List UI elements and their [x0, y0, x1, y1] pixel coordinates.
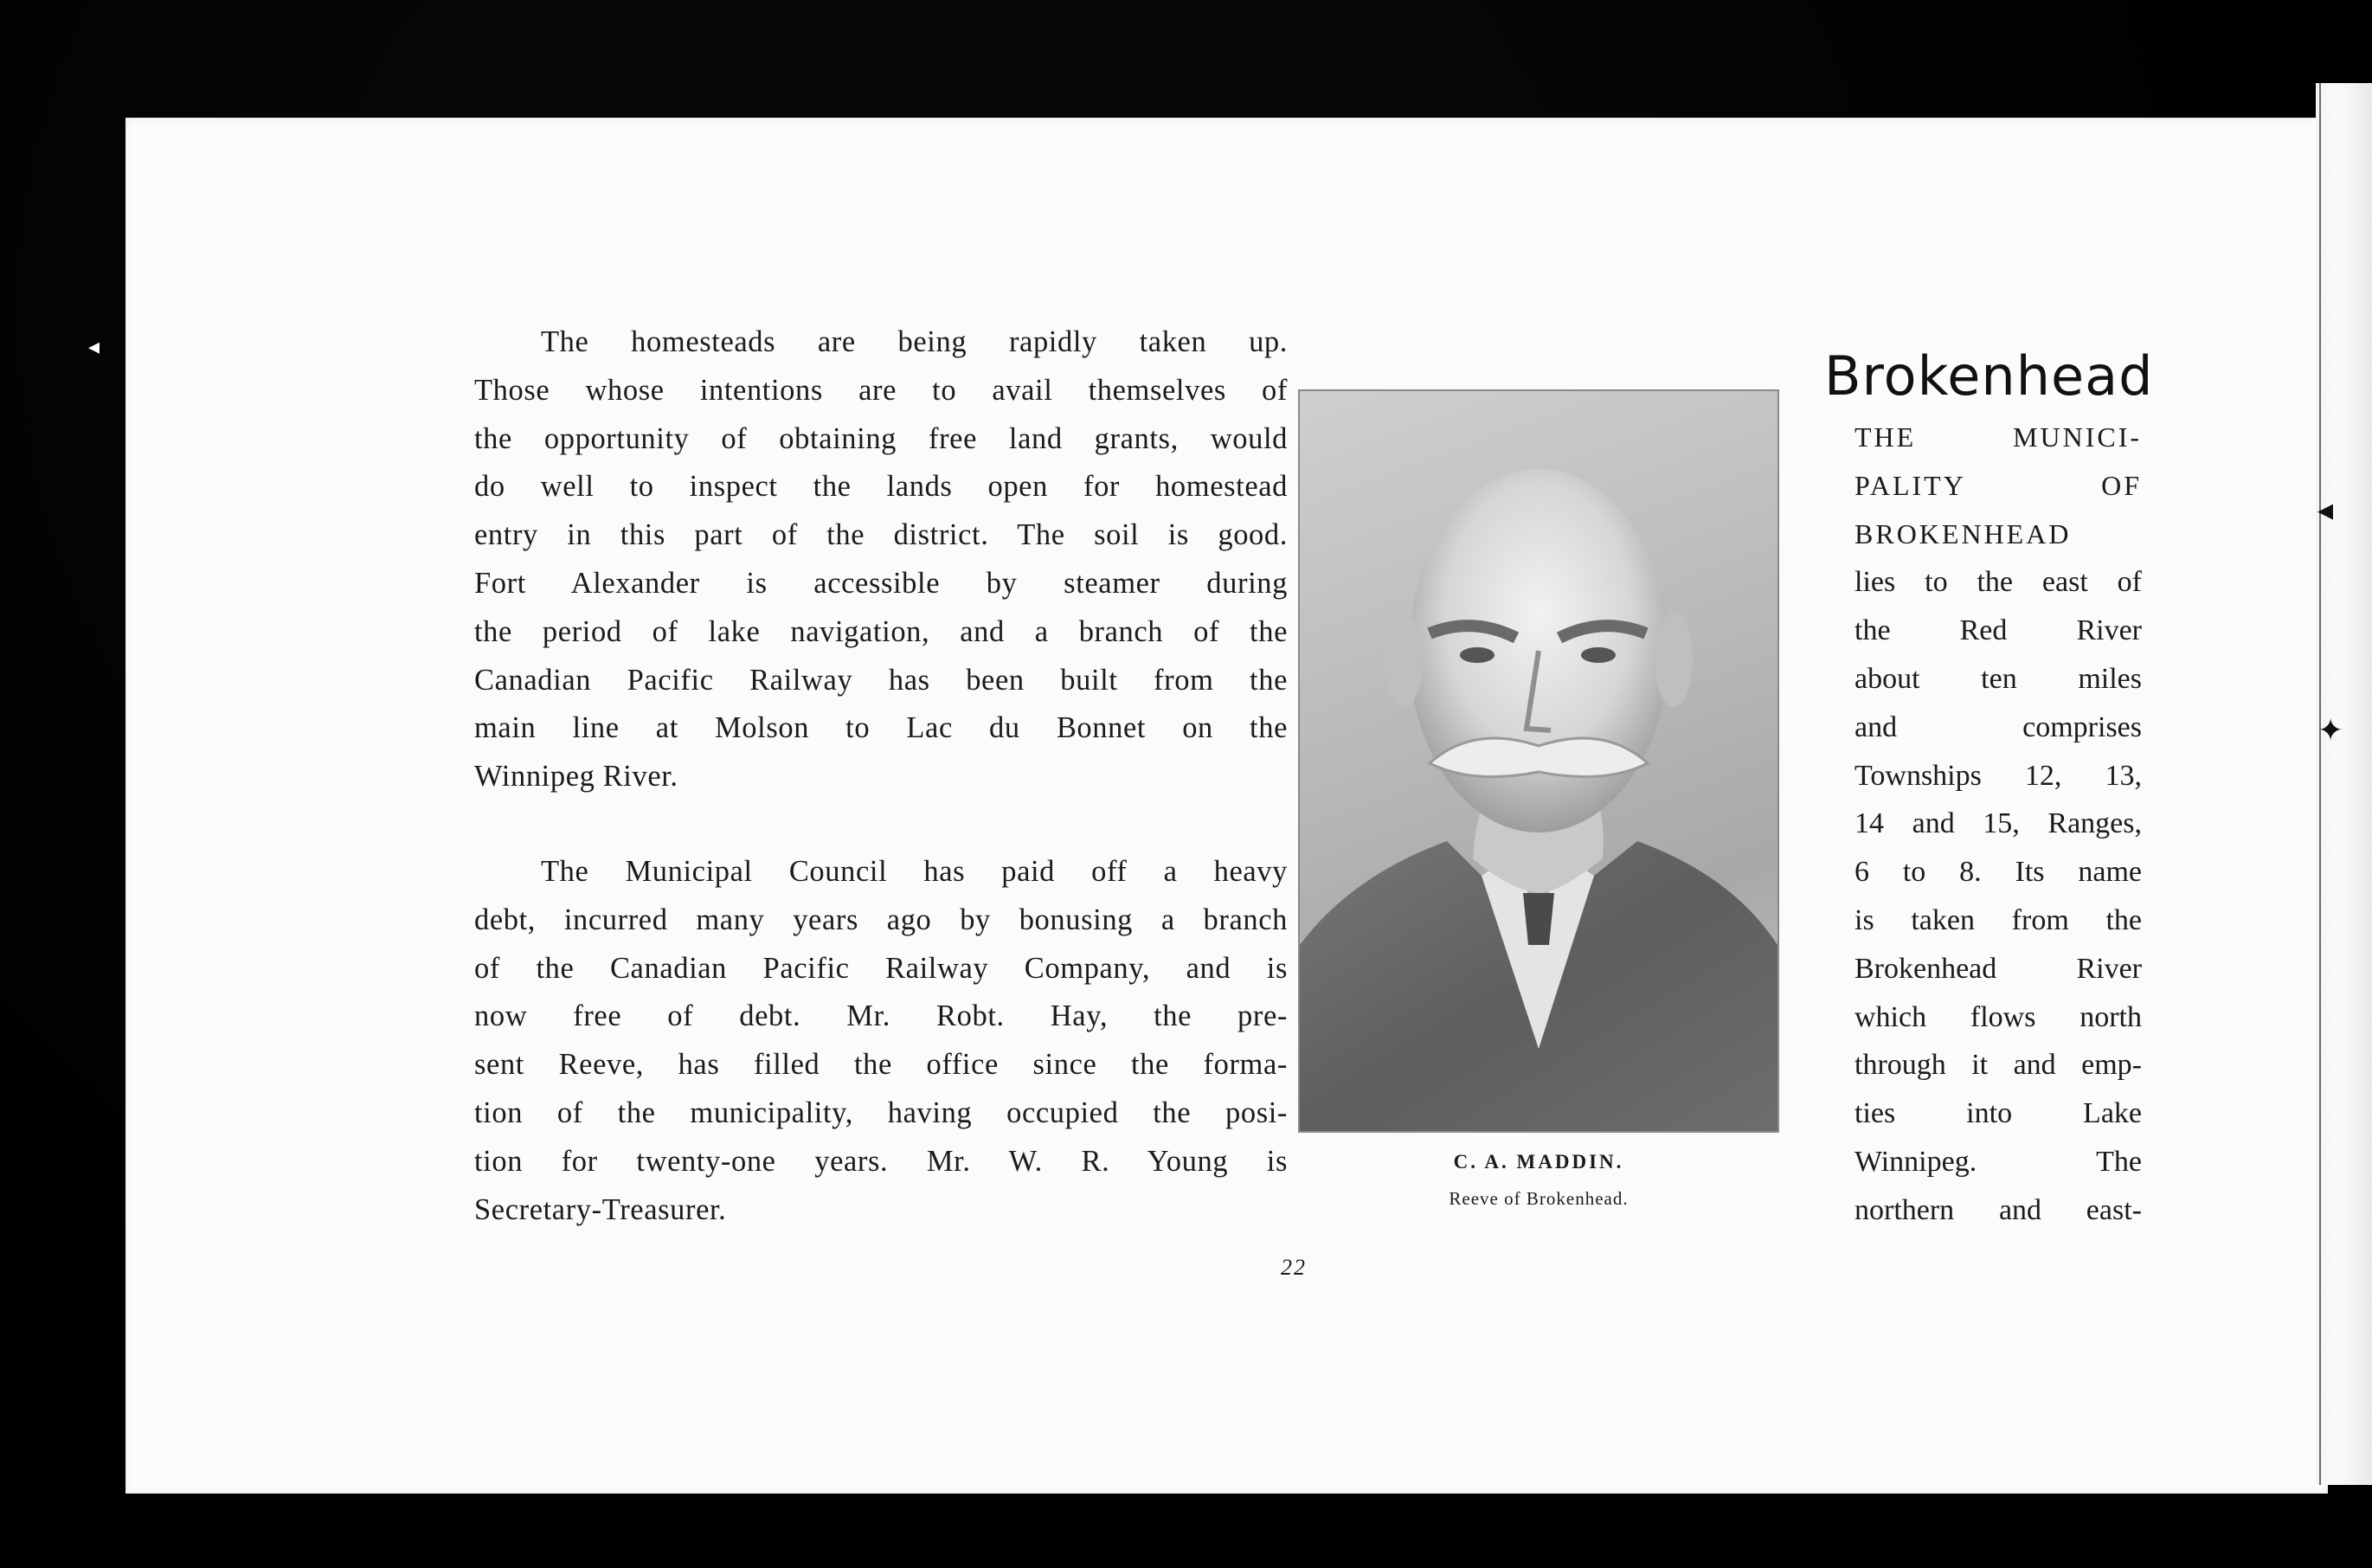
portrait-illustration [1300, 391, 1777, 1131]
text-line: 14 and 15, Ranges, [1855, 807, 2142, 840]
text-line: through it and emp- [1855, 1049, 2142, 1082]
scan-speck: ◂ [88, 334, 100, 359]
text-line: of the Canadian Pacific Railway Company, and is [474, 951, 1288, 985]
text-line: northern and east- [1855, 1193, 2142, 1226]
text-line: tion for twenty-one years. Mr. W. R. Young is [474, 1144, 1288, 1178]
text-line: the period of lake navigation, and a branch of the [474, 614, 1288, 648]
text-line: main line at Molson to Lac du Bonnet on the [474, 711, 1288, 745]
text-line: ties into Lake [1855, 1097, 2142, 1130]
text-line: Winnipeg River. [474, 760, 678, 794]
text-line: now free of debt. Mr. Robt. Hay, the pre- [474, 999, 1288, 1033]
page-number: 22 [1281, 1255, 1307, 1280]
text-line: the Red River [1855, 614, 2142, 647]
text-line: entry in this part of the district. The soil is good. [474, 518, 1288, 552]
text-line: Those whose intentions are to avail themselves of [474, 373, 1288, 407]
text-line: The homesteads are being rapidly taken up. [541, 325, 1288, 358]
text-line: Secretary-Treasurer. [474, 1192, 727, 1226]
text-line: THE MUNICI- [1855, 421, 2142, 453]
text-line: Winnipeg. The [1855, 1145, 2142, 1178]
page-gutter-line [2319, 83, 2321, 1485]
portrait-photo [1298, 389, 1779, 1133]
text-line: about ten miles [1855, 662, 2142, 695]
text-line: sent Reeve, has filled the office since the forma- [474, 1048, 1288, 1082]
text-line: 6 to 8. Its name [1855, 856, 2142, 889]
edge-tick-mark: ✦ [2317, 713, 2344, 748]
text-line: and comprises [1855, 710, 2142, 743]
text-line: Brokenhead River [1855, 952, 2142, 985]
text-line: lies to the east of [1855, 566, 2142, 599]
portrait-caption-name: C. A. MADDIN. [1453, 1151, 1624, 1173]
paragraph-municipal-council [474, 848, 1288, 1234]
next-page-edge [2316, 83, 2372, 1485]
edge-tick-mark: ◂ [2317, 492, 2334, 527]
section-heading: Brokenhead [1824, 344, 2154, 408]
text-line: the opportunity of obtaining free land grants, would [474, 421, 1288, 455]
text-line: PALITY OF [1855, 469, 2142, 501]
text-line: Canadian Pacific Railway has been built from the [474, 663, 1288, 697]
text-line: is taken from the [1855, 903, 2142, 936]
text-line: do well to inspect the lands open for homestead [474, 470, 1288, 504]
portrait-caption-title: Reeve of Brokenhead. [1449, 1188, 1629, 1209]
text-line: which flows north [1855, 1000, 2142, 1033]
paragraph-homesteads [474, 318, 1288, 801]
text-line: tion of the municipality, having occupied the posi- [474, 1096, 1288, 1129]
text-line: BROKENHEAD [1855, 517, 2072, 549]
text-line: debt, incurred many years ago by bonusing a branch [474, 903, 1288, 936]
side-column-text [1855, 414, 2142, 1235]
text-line: Townships 12, 13, [1855, 759, 2142, 792]
text-line: The Municipal Council has paid off a heavy [541, 855, 1288, 888]
text-line: Fort Alexander is accessible by steamer during [474, 566, 1288, 600]
